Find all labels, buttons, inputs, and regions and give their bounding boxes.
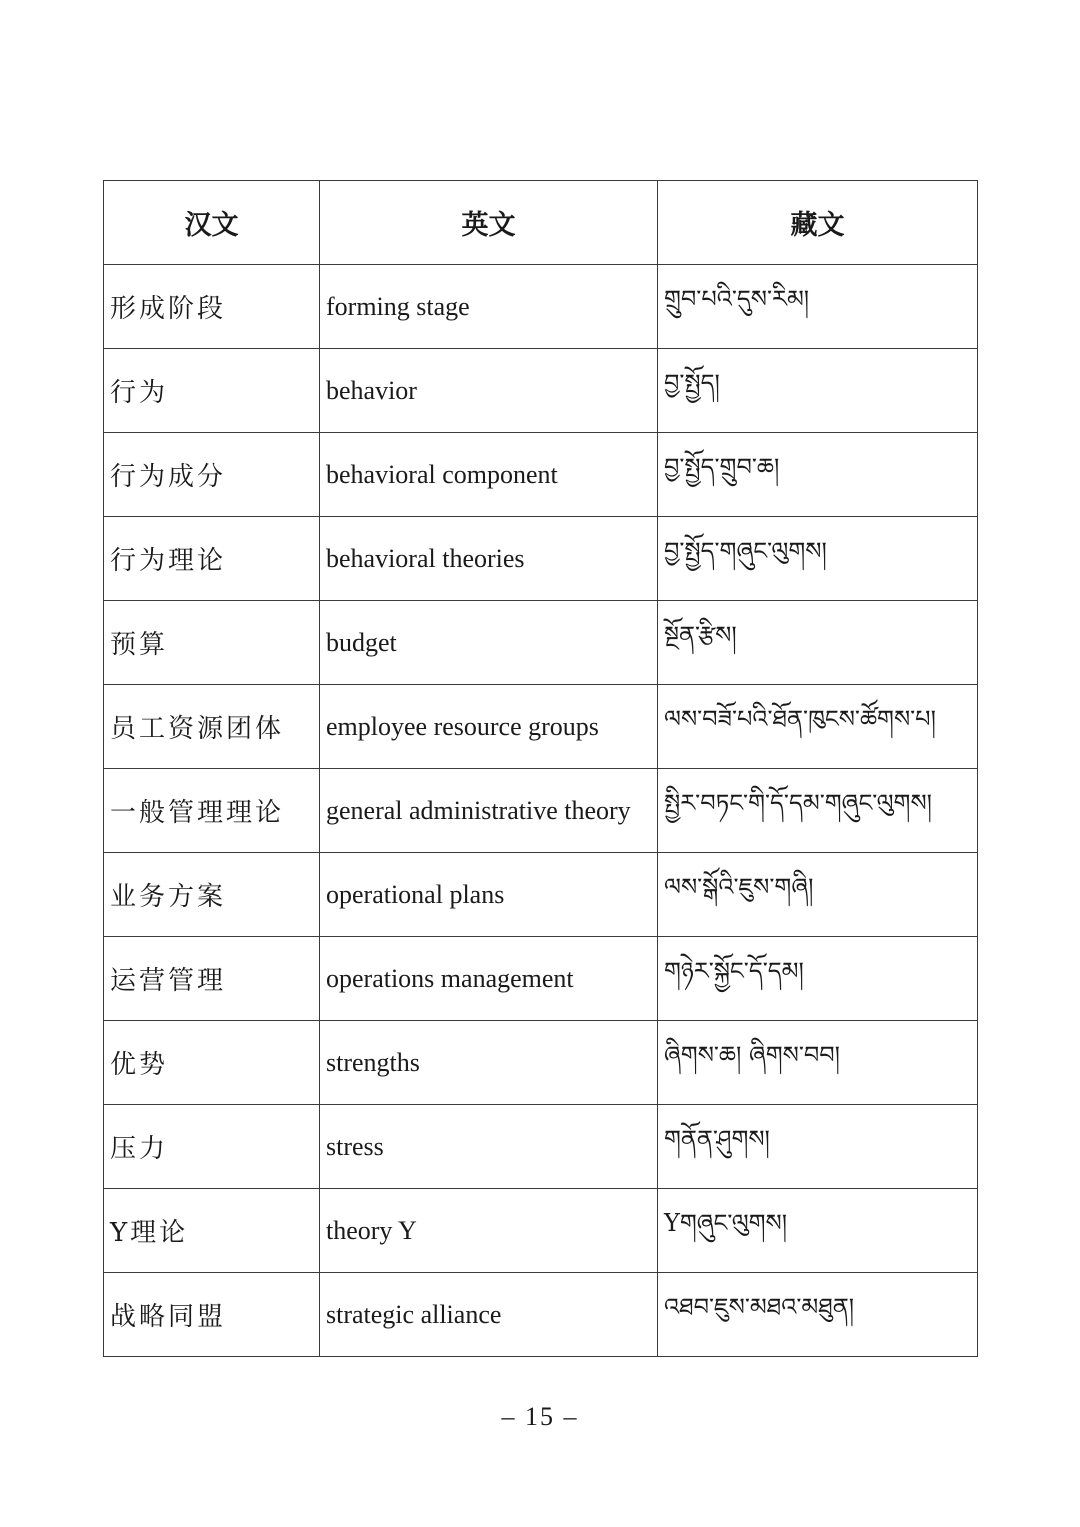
tibetan-term: སྤྱིར་བཏང་གི་དོ་དམ་གཞུང་ལུགས། [658,769,978,853]
english-term: behavioral theories [320,517,658,601]
chinese-term: 运营管理 [104,937,320,1021]
english-term: theory Y [320,1189,658,1273]
glossary-table [103,180,978,1357]
header-tibetan: 藏文 [658,181,978,265]
chinese-term: 战略同盟 [104,1273,320,1357]
glossary-body [104,265,978,1357]
header-row [104,181,978,265]
table-row [104,1021,978,1105]
chinese-term: 一般管理理论 [104,769,320,853]
english-term: strengths [320,1021,658,1105]
table-row [104,1105,978,1189]
english-term: stress [320,1105,658,1189]
table-row [104,517,978,601]
english-term: behavioral component [320,433,658,517]
chinese-term: 预算 [104,601,320,685]
chinese-term: 员工资源团体 [104,685,320,769]
tibetan-term: ལས་བཟོ་པའི་ཐོན་ཁུངས་ཚོགས་པ། [658,685,978,769]
tibetan-term: གཉེར་སྐྱོང་དོ་དམ། [658,937,978,1021]
chinese-term: 压力 [104,1105,320,1189]
english-term: budget [320,601,658,685]
english-term: employee resource groups [320,685,658,769]
chinese-term: 行为理论 [104,517,320,601]
chinese-term: 业务方案 [104,853,320,937]
table-row [104,601,978,685]
page-number: – 15 – [501,1402,579,1431]
chinese-term: Y理论 [104,1189,320,1273]
header-chinese: 汉文 [104,181,320,265]
table-row [104,937,978,1021]
header-english: 英文 [320,181,658,265]
tibetan-term: ལས་སྒོའི་ཇུས་གཞི། [658,853,978,937]
tibetan-term: གནོན་ཤུགས། [658,1105,978,1189]
tibetan-term: Yགཞུང་ལུགས། [658,1189,978,1273]
chinese-term: 形成阶段 [104,265,320,349]
tibetan-term: གྲུབ་པའི་དུས་རིམ། [658,265,978,349]
table-row [104,853,978,937]
chinese-term: 优势 [104,1021,320,1105]
english-term: operational plans [320,853,658,937]
table-row [104,1189,978,1273]
table-row [104,265,978,349]
english-term: strategic alliance [320,1273,658,1357]
english-term: forming stage [320,265,658,349]
english-term: general administrative theory [320,769,658,853]
chinese-term: 行为 [104,349,320,433]
table-row [104,769,978,853]
table-row [104,1273,978,1357]
table-row [104,685,978,769]
table-row [104,349,978,433]
tibetan-term: འཐབ་ཇུས་མཐའ་མཐུན། [658,1273,978,1357]
chinese-term: 行为成分 [104,433,320,517]
tibetan-term: བྱ་སྤྱོད་གྲུབ་ཆ། [658,433,978,517]
tibetan-term: བྱ་སྤྱོད། [658,349,978,433]
tibetan-term: བྱ་སྤྱོད་གཞུང་ལུགས། [658,517,978,601]
english-term: operations management [320,937,658,1021]
tibetan-term: ཞིགས་ཆ། ཞིགས་བབ། [658,1021,978,1105]
english-term: behavior [320,349,658,433]
table-row [104,433,978,517]
tibetan-term: སྔོན་རྩིས། [658,601,978,685]
